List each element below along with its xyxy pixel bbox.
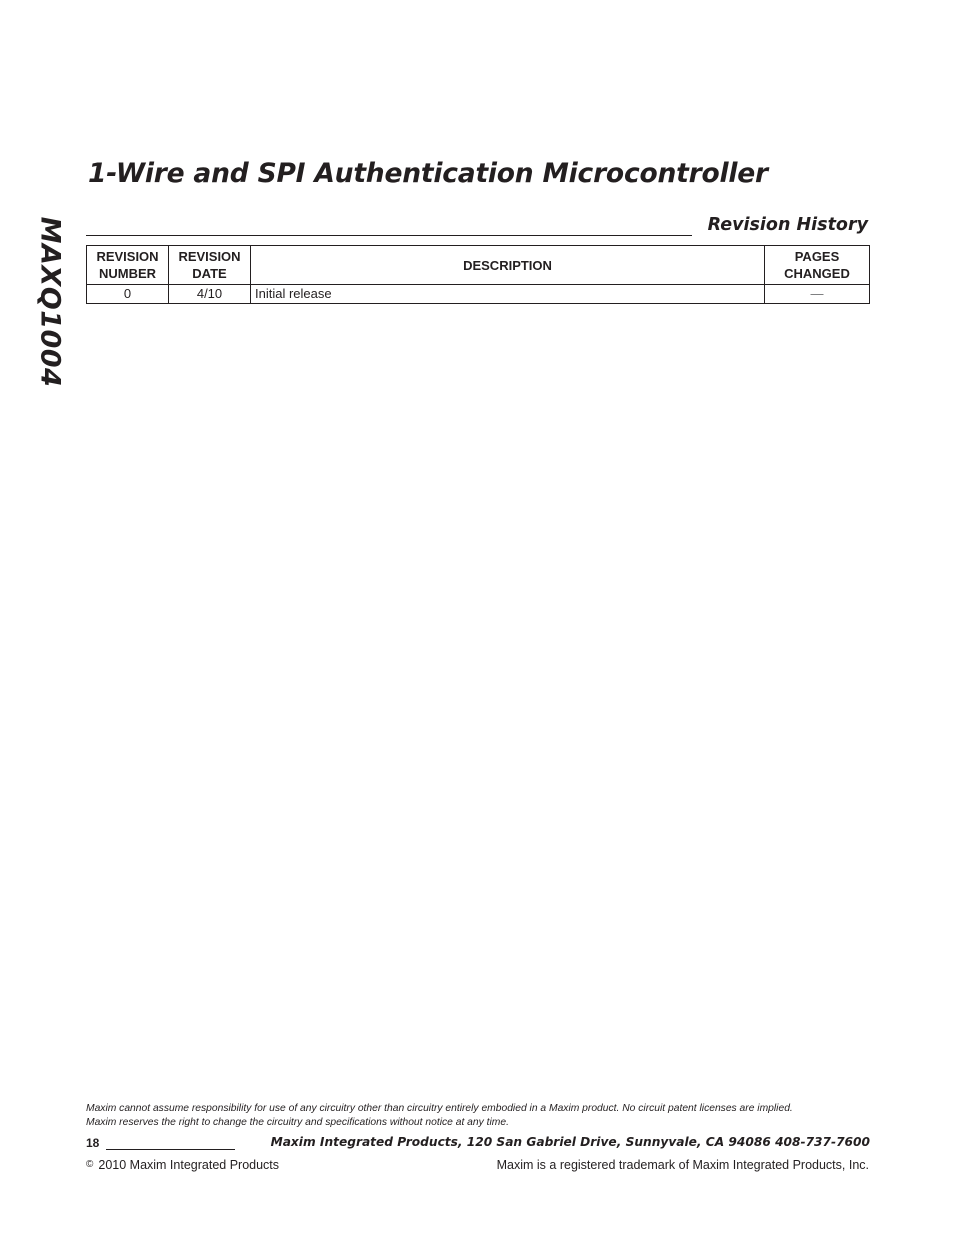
table-header-row (87, 246, 870, 285)
disclaimer-line-1: Maxim cannot assume responsibility for use of any circuitry other than circuitry entirely embodied in a Maxim product. No circuit patent licenses are implied. (86, 1103, 793, 1114)
document-title: 1-Wire and SPI Authentication Microcontroller (88, 158, 768, 189)
cell-revision-number: 0 (87, 285, 169, 304)
legal-disclaimer (86, 1102, 876, 1130)
revision-history-table (86, 245, 870, 304)
page-number: 18 (86, 1136, 100, 1150)
header-pages-changed: PAGES CHANGED (765, 246, 870, 285)
copyright-notice (86, 1158, 279, 1172)
cell-pages-changed: — (765, 285, 870, 304)
cell-description: Initial release (251, 285, 765, 304)
section-heading-rule (86, 235, 692, 236)
copyright-text: 2010 Maxim Integrated Products (98, 1158, 280, 1172)
table-row (87, 285, 870, 304)
footer-bar (86, 1134, 870, 1152)
section-heading: Revision History (707, 215, 868, 235)
company-address: Maxim Integrated Products, 120 San Gabriel Drive, Sunnyvale, CA 94086 408-737-7600 (270, 1135, 870, 1149)
cell-revision-date: 4/10 (169, 285, 251, 304)
trademark-notice: Maxim is a registered trademark of Maxim Integrated Products, Inc. (496, 1158, 869, 1172)
header-revision-number: REVISION NUMBER (87, 246, 169, 285)
header-revision-date: REVISION DATE (169, 246, 251, 285)
footer-rule (106, 1149, 235, 1150)
side-part-number (30, 210, 70, 395)
header-description: DESCRIPTION (251, 246, 765, 285)
copyright-symbol: © (86, 1159, 94, 1170)
side-part-number-text: MAXQ1004 (34, 216, 66, 388)
disclaimer-line-2: Maxim reserves the right to change the circuitry and specifications without notice at any time. (86, 1117, 509, 1128)
